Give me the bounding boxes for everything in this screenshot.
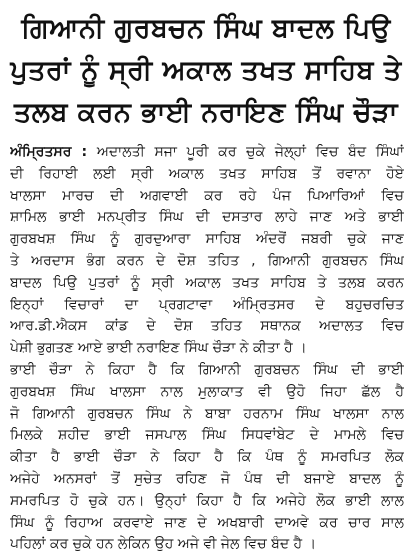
body-line-13: ਜੋ ਗਿਆਨੀ ਗੁਰਬਚਨ ਸਿੰਘ ਨੇ ਬਾਬਾ ਹਰਨਾਮ ਸਿੰਘ ਖਾਲਸਾ ਨਾਲ — [10, 405, 404, 422]
body-line-18: ਸਿੰਘ ਨੂੰ ਰਿਹਾਅ ਕਰਵਾਏ ਜਾਣ ਦੇ ਅਖਬਾਰੀ ਦਾਅਵੇ ਕਰ ਚਾਰ ਸਾਲ — [10, 514, 404, 531]
body-line-1 — [10, 142, 404, 164]
dateline: ਅੰਮ੍ਰਿਤਸਰ : — [10, 144, 88, 160]
body-line-17: ਸਮਰਪਿਤ ਹੋ ਚੁਕੇ ਹਨ। ਉਨ੍ਹਾਂ ਕਿਹਾ ਹੈ ਕਿ ਅਜੇਹੇ ਲੋਕ ਭਾਈ ਲਾਲ — [10, 492, 404, 509]
article-body — [10, 142, 404, 560]
body-line-19: ਪਹਿਲਾਂ ਕਰ ਚੁਕੇ ਹਨ ਲੇਕਿਨ ਉਹ ਅਜੇ ਵੀ ਜੇਲ ਵਿਚ ਬੰਦ ਹੈ । — [10, 536, 317, 553]
headline-line-3: ਤਲਬ ਕਰਨ ਭਾਈ ਨਰਾਇਣ ਸਿੰਘ ਚੌੜਾ — [14, 97, 398, 128]
body-line-9: ਆਰ.ਡੀ.ਐਕਸ ਕਾਂਡ ਦੇ ਦੋਸ਼ ਤਹਿਤ ਸਥਾਨਕ ਅਦਾਲਤ ਵਿਚ — [10, 318, 404, 335]
body-line-12: ਗੁਰਬਖਸ਼ ਸਿੰਘ ਖਾਲਸਾ ਨਾਲ ਮੁਲਾਕਾਤ ਵੀ ਉਹੋ ਜਿਹਾ ਛੱਲ ਹੈ — [10, 383, 404, 400]
body-line-5: ਗੁਰਬਖਸ਼ ਸਿੰਘ ਨੂੰ ਗੁਰਦੁਆਰਾ ਸਾਹਿਬ ਅੰਦਰੋਂ ਜਬਰੀ ਚੁਕੇ ਜਾਣ — [10, 231, 404, 248]
body-line-7: ਬਾਦਲ ਪਿਉ ਪੁਤਰਾਂ ਨੂੰ ਸ੍ਰੀ ਅਕਾਲ ਤਖਤ ਸਾਹਿਬ ਤੇ ਤਲਬ ਕਰਨ — [10, 274, 404, 291]
headline — [6, 8, 406, 134]
body-line-11: ਭਾਈ ਚੌੜਾ ਨੇ ਕਿਹਾ ਹੈ ਕਿ ਗਿਆਨੀ ਗੁਰਬਚਨ ਸਿੰਘ ਦੀ ਭਾਈ — [10, 361, 404, 378]
headline-line-1: ਗਿਆਨੀ ਗੁਰਬਚਨ ਸਿੰਘ ਬਾਦਲ ਪਿਉ — [21, 13, 391, 44]
headline-line-2: ਪੁਤਰਾਂ ਨੂੰ ਸ੍ਰੀ ਅਕਾਲ ਤਖਤ ਸਾਹਿਬ ਤੇ — [10, 55, 402, 86]
body-line-16: ਅਜੇਹੇ ਅਨਸਰਾਂ ਤੋਂ ਸੁਚੇਤ ਰਹਿਣ ਜੋ ਪੰਥ ਦੀ ਬਜਾਏ ਬਾਦਲ ਨੂੰ — [10, 470, 404, 487]
body-line-3: ਖਾਲਸਾ ਮਾਰਚ ਦੀ ਅਗਵਾਈ ਕਰ ਰਹੇ ਪੰਜ ਪਿਆਰਿਆਂ ਵਿਚ — [10, 187, 404, 204]
body-line-10: ਪੇਸ਼ੀ ਭੁਗਤਣ ਆਏ ਭਾਈ ਨਰਾਇਣ ਸਿੰਘ ਚੌੜਾ ਨੇ ਕੀਤਾ ਹੈ । — [10, 340, 307, 357]
body-line-14: ਮਿਲਕੇ ਸ਼ਹੀਦ ਭਾਈ ਜਸਪਾਲ ਸਿੰਘ ਸਿਧਵਾਂਬੇਟ ਦੇ ਮਾਮਲੇ ਵਿਚ — [10, 427, 404, 444]
body-line-6: ਤੇ ਅਰਦਾਸ ਭੰਗ ਕਰਨ ਦੇ ਦੋਸ਼ ਤਹਿਤ , ਗਿਆਨੀ ਗੁਰਬਚਨ ਸਿੰਘ — [10, 252, 404, 269]
body-line-1-text: ਅਦਾਲਤੀ ਸਜਾ ਪੂਰੀ ਕਰ ਚੁਕੇ ਜੇਲ੍ਹਾਂ ਵਿਚ ਬੰਦ ਸਿੰਘਾਂ — [96, 144, 404, 160]
body-line-8: ਇਨ੍ਹਾਂ ਵਿਚਾਰਾਂ ਦਾ ਪ੍ਰਗਟਾਵਾ ਅੰਮ੍ਰਿਤਸਰ ਦੇ ਬਹੁਚਰਚਿਤ — [10, 296, 404, 313]
body-line-2: ਦੀ ਰਿਹਾਈ ਲਈ ਸ੍ਰੀ ਅਕਾਲ ਤਖਤ ਸਾਹਿਬ ਤੋਂ ਰਵਾਨਾ ਹੋਏ — [10, 165, 404, 182]
body-line-15: ਕੀਤਾ ਹੈ ਭਾਈ ਚੌੜਾ ਨੇ ਕਿਹਾ ਹੈ ਕਿ ਪੰਥ ਨੂੰ ਸਮਰਪਿਤ ਲੋਕ — [10, 449, 404, 466]
body-line-4: ਸ਼ਾਮਿਲ ਭਾਈ ਮਨਪ੍ਰੀਤ ਸਿੰਘ ਦੀ ਦਸਤਾਰ ਲਾਹੇ ਜਾਣ ਅਤੇ ਭਾਈ — [10, 209, 404, 226]
